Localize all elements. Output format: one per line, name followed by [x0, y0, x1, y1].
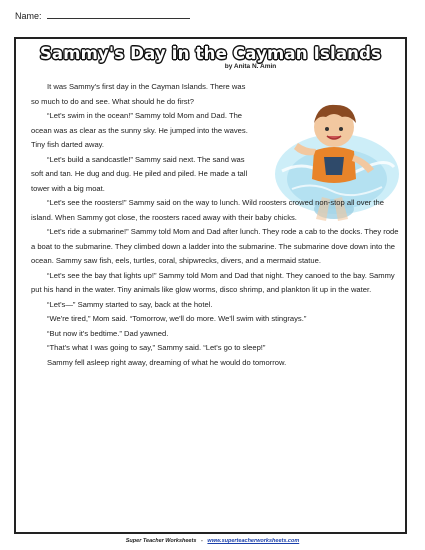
paragraph-1: It was Sammy's first day in the Cayman Islands. There was so much to do and see. What should he do first? — [31, 82, 246, 106]
footer — [0, 538, 425, 544]
name-label: Name: — [15, 11, 42, 21]
paragraph-6: “Let's see the bay that lights up!” Sammy told Mom and Dad that night. They canoed to the bay. Sammy put his hand in the water. Tiny animals like glow worms, disco shrimp, and plankton lit up in the water. — [31, 270, 395, 294]
paragraph-2: “Let's swim in the ocean!” Sammy told Mom and Dad. The ocean was as clear as the sunny sky. He jumped into the waves. Tiny fish darted away. — [31, 111, 248, 149]
name-line[interactable] — [47, 10, 190, 19]
paragraph-9: “But now it's bedtime.” Dad yawned. — [47, 328, 169, 338]
footer-link[interactable]: www.superteacherworksheets.com — [207, 538, 300, 544]
name-row — [15, 10, 190, 21]
paragraph-8: “We're tired,” Mom said. “Tomorrow, we'll do more. We'll swim with stingrays.” — [47, 314, 307, 323]
worksheet-frame — [14, 37, 407, 534]
footer-separator: - — [200, 538, 203, 544]
story-body — [31, 80, 404, 370]
story-title: Sammy's Day in the Cayman Islands — [39, 44, 382, 63]
paragraph-4: “Let's see the roosters!” Sammy said on the way to lunch. Wild roosters crowed non-stop all over the island. When Sammy got close, the roosters raced away with their baby chicks. — [31, 198, 384, 222]
footer-publisher: Super Teacher Worksheets — [125, 538, 197, 544]
paragraph-11: Sammy fell asleep right away, dreaming of what he would do tomorrow. — [47, 357, 287, 367]
paragraph-10: “That's what I was going to say,” Sammy said. “Let's go to sleep!” — [47, 343, 266, 352]
paragraph-7: “Let's—” Sammy started to say, back at the hotel. — [47, 299, 213, 309]
paragraph-3: “Let's build a sandcastle!” Sammy said next. The sand was soft and tan. He dug and dug. He piled and piled. He made a tall tower with a big moat. — [31, 154, 248, 193]
byline: by Anita N. Amin — [224, 63, 277, 70]
paragraph-5: “Let's ride a submarine!” Sammy told Mom and Dad after lunch. They rode a cab to the docks. They rode a boat to the submarine. They climbed down a ladder into the submarine. The submarine dove down into the ocean. Sammy saw fish, eels, turtles, coral, shipwrecks, divers, and a mermaid statue. — [31, 227, 399, 265]
